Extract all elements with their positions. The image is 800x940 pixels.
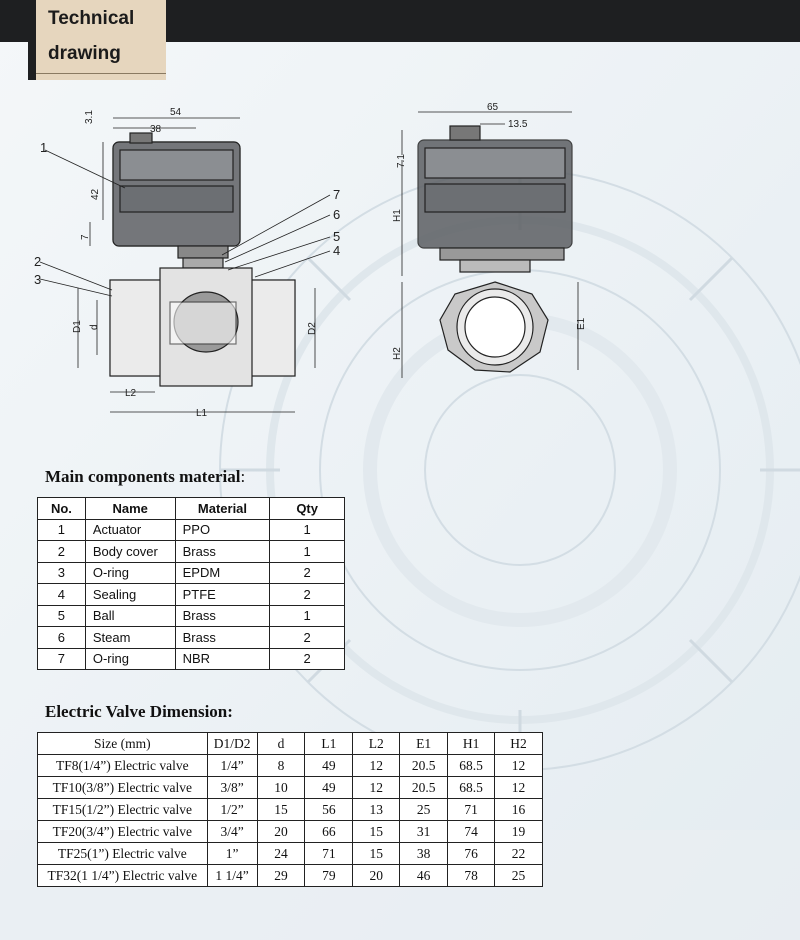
dimensions-header-cell: L1 bbox=[305, 733, 353, 755]
dimensions-cell: 12 bbox=[495, 777, 543, 799]
dimensions-cell: 76 bbox=[448, 843, 495, 865]
dim-3-1: 3.1 bbox=[84, 110, 95, 124]
dim-E1: E1 bbox=[576, 317, 587, 330]
dimensions-cell: 10 bbox=[257, 777, 305, 799]
dimensions-row bbox=[38, 865, 543, 887]
materials-cell: EPDM bbox=[175, 562, 270, 584]
dimensions-cell: 71 bbox=[305, 843, 353, 865]
right-view bbox=[418, 126, 572, 372]
materials-cell: 2 bbox=[38, 541, 86, 563]
dimensions-cell: 25 bbox=[495, 865, 543, 887]
dimensions-cell: 15 bbox=[257, 799, 305, 821]
callout-7: 7 bbox=[333, 187, 341, 202]
dimensions-cell: 20 bbox=[353, 865, 400, 887]
dimensions-cell: 31 bbox=[400, 821, 448, 843]
materials-cell: NBR bbox=[175, 648, 270, 670]
dimensions-cell: TF25(1”) Electric valve bbox=[38, 843, 208, 865]
dimensions-cell: 15 bbox=[353, 843, 400, 865]
dim-H1: H1 bbox=[392, 209, 403, 222]
dim-H2: H2 bbox=[392, 347, 403, 360]
dimensions-cell: 8 bbox=[257, 755, 305, 777]
materials-cell: Sealing bbox=[85, 584, 175, 606]
dimensions-cell: 29 bbox=[257, 865, 305, 887]
section-tag bbox=[28, 0, 166, 80]
materials-cell: Body cover bbox=[85, 541, 175, 563]
materials-cell: 3 bbox=[38, 562, 86, 584]
materials-header-cell: No. bbox=[38, 498, 86, 520]
materials-cell: 4 bbox=[38, 584, 86, 606]
dim-d: d bbox=[89, 324, 100, 330]
dimensions-cell: 1/4” bbox=[207, 755, 257, 777]
materials-title-text: Main components material bbox=[45, 467, 241, 486]
dim-54: 54 bbox=[170, 107, 182, 118]
dim-L1: L1 bbox=[196, 408, 208, 419]
dimensions-cell: 1/2” bbox=[207, 799, 257, 821]
materials-cell: 1 bbox=[270, 519, 345, 541]
dimensions-row bbox=[38, 755, 543, 777]
materials-title bbox=[45, 467, 245, 487]
section-tag-underline bbox=[36, 73, 166, 74]
dimensions-header-cell: H2 bbox=[495, 733, 543, 755]
dimensions-cell: 1 1/4” bbox=[207, 865, 257, 887]
dimensions-cell: 16 bbox=[495, 799, 543, 821]
dimensions-cell: 20.5 bbox=[400, 777, 448, 799]
dim-38: 38 bbox=[150, 124, 162, 135]
dim-13-5: 13.5 bbox=[508, 119, 528, 130]
materials-row bbox=[38, 648, 345, 670]
materials-cell: 1 bbox=[270, 541, 345, 563]
dimensions-title: Electric Valve Dimension: bbox=[45, 702, 233, 721]
dimensions-cell: 56 bbox=[305, 799, 353, 821]
dimensions-cell: TF15(1/2”) Electric valve bbox=[38, 799, 208, 821]
dimensions-header-cell: Size (mm) bbox=[38, 733, 208, 755]
callout-2: 2 bbox=[34, 254, 42, 269]
dimensions-cell: 66 bbox=[305, 821, 353, 843]
dim-7: 7 bbox=[80, 234, 91, 240]
materials-header-cell: Qty bbox=[270, 498, 345, 520]
dimensions-cell: 49 bbox=[305, 777, 353, 799]
materials-row bbox=[38, 562, 345, 584]
dimensions-cell: 3/8” bbox=[207, 777, 257, 799]
dimensions-row bbox=[38, 843, 543, 865]
materials-row bbox=[38, 541, 345, 563]
dimensions-table bbox=[37, 732, 543, 887]
callout-6: 6 bbox=[333, 207, 341, 222]
section-tag-line2: drawing bbox=[48, 43, 121, 64]
dim-L2: L2 bbox=[125, 388, 137, 399]
dim-65: 65 bbox=[487, 102, 499, 113]
materials-cell: PTFE bbox=[175, 584, 270, 606]
dimensions-cell: 19 bbox=[495, 821, 543, 843]
dimensions-cell: 38 bbox=[400, 843, 448, 865]
dimensions-cell: 20 bbox=[257, 821, 305, 843]
section-tag-line1: Technical bbox=[48, 8, 135, 29]
dimensions-cell: 46 bbox=[400, 865, 448, 887]
materials-cell: 6 bbox=[38, 627, 86, 649]
dimensions-header-cell: H1 bbox=[448, 733, 495, 755]
dimensions-row bbox=[38, 799, 543, 821]
dimensions-cell: TF10(3/8”) Electric valve bbox=[38, 777, 208, 799]
dimensions-row bbox=[38, 821, 543, 843]
materials-header-cell: Material bbox=[175, 498, 270, 520]
dimensions-header-cell: D1/D2 bbox=[207, 733, 257, 755]
callout-4: 4 bbox=[333, 243, 341, 258]
materials-cell: 1 bbox=[270, 605, 345, 627]
materials-row bbox=[38, 627, 345, 649]
dimensions-cell: 24 bbox=[257, 843, 305, 865]
dimensions-cell: 25 bbox=[400, 799, 448, 821]
dim-D1: D1 bbox=[72, 320, 83, 333]
materials-table bbox=[37, 497, 345, 670]
dimensions-cell: 3/4” bbox=[207, 821, 257, 843]
dimensions-header-row bbox=[38, 733, 543, 755]
materials-cell: 2 bbox=[270, 584, 345, 606]
dimensions-cell: TF8(1/4”) Electric valve bbox=[38, 755, 208, 777]
dimensions-cell: 13 bbox=[353, 799, 400, 821]
materials-cell: 7 bbox=[38, 648, 86, 670]
materials-row bbox=[38, 519, 345, 541]
dimensions-cell: 12 bbox=[495, 755, 543, 777]
dimensions-cell: TF32(1 1/4”) Electric valve bbox=[38, 865, 208, 887]
dimensions-cell: 22 bbox=[495, 843, 543, 865]
dimensions-cell: 68.5 bbox=[448, 755, 495, 777]
dimensions-cell: 12 bbox=[353, 777, 400, 799]
dimensions-header-cell: E1 bbox=[400, 733, 448, 755]
materials-cell: Actuator bbox=[85, 519, 175, 541]
dim-7-1: 7.1 bbox=[396, 154, 407, 168]
dimensions-cell: 78 bbox=[448, 865, 495, 887]
materials-cell: Brass bbox=[175, 605, 270, 627]
callout-3: 3 bbox=[34, 272, 42, 287]
dimensions-cell: 74 bbox=[448, 821, 495, 843]
materials-cell: O-ring bbox=[85, 562, 175, 584]
materials-cell: PPO bbox=[175, 519, 270, 541]
dimensions-cell: 1” bbox=[207, 843, 257, 865]
materials-cell: Brass bbox=[175, 627, 270, 649]
dim-D2: D2 bbox=[307, 322, 318, 335]
technical-drawing bbox=[0, 90, 800, 435]
dimensions-header-cell: d bbox=[257, 733, 305, 755]
materials-cell: Steam bbox=[85, 627, 175, 649]
materials-header-cell: Name bbox=[85, 498, 175, 520]
dimensions-cell: 71 bbox=[448, 799, 495, 821]
materials-cell: Brass bbox=[175, 541, 270, 563]
dimensions-row bbox=[38, 777, 543, 799]
dim-42: 42 bbox=[90, 188, 101, 200]
materials-cell: Ball bbox=[85, 605, 175, 627]
materials-cell: 5 bbox=[38, 605, 86, 627]
materials-cell: 2 bbox=[270, 648, 345, 670]
dimensions-cell: 15 bbox=[353, 821, 400, 843]
dimensions-cell: TF20(3/4”) Electric valve bbox=[38, 821, 208, 843]
materials-cell: 2 bbox=[270, 627, 345, 649]
callout-5: 5 bbox=[333, 229, 341, 244]
dimensions-header-cell: L2 bbox=[353, 733, 400, 755]
dimensions-cell: 49 bbox=[305, 755, 353, 777]
materials-row bbox=[38, 584, 345, 606]
left-view bbox=[110, 133, 295, 386]
materials-cell: 2 bbox=[270, 562, 345, 584]
dimensions-cell: 79 bbox=[305, 865, 353, 887]
dimensions-cell: 68.5 bbox=[448, 777, 495, 799]
materials-title-suffix: : bbox=[240, 467, 246, 486]
materials-row bbox=[38, 605, 345, 627]
dimensions-cell: 12 bbox=[353, 755, 400, 777]
materials-cell: O-ring bbox=[85, 648, 175, 670]
dimensions-cell: 20.5 bbox=[400, 755, 448, 777]
callout-1: 1 bbox=[40, 140, 48, 155]
materials-cell: 1 bbox=[38, 519, 86, 541]
materials-header-row bbox=[38, 498, 345, 520]
